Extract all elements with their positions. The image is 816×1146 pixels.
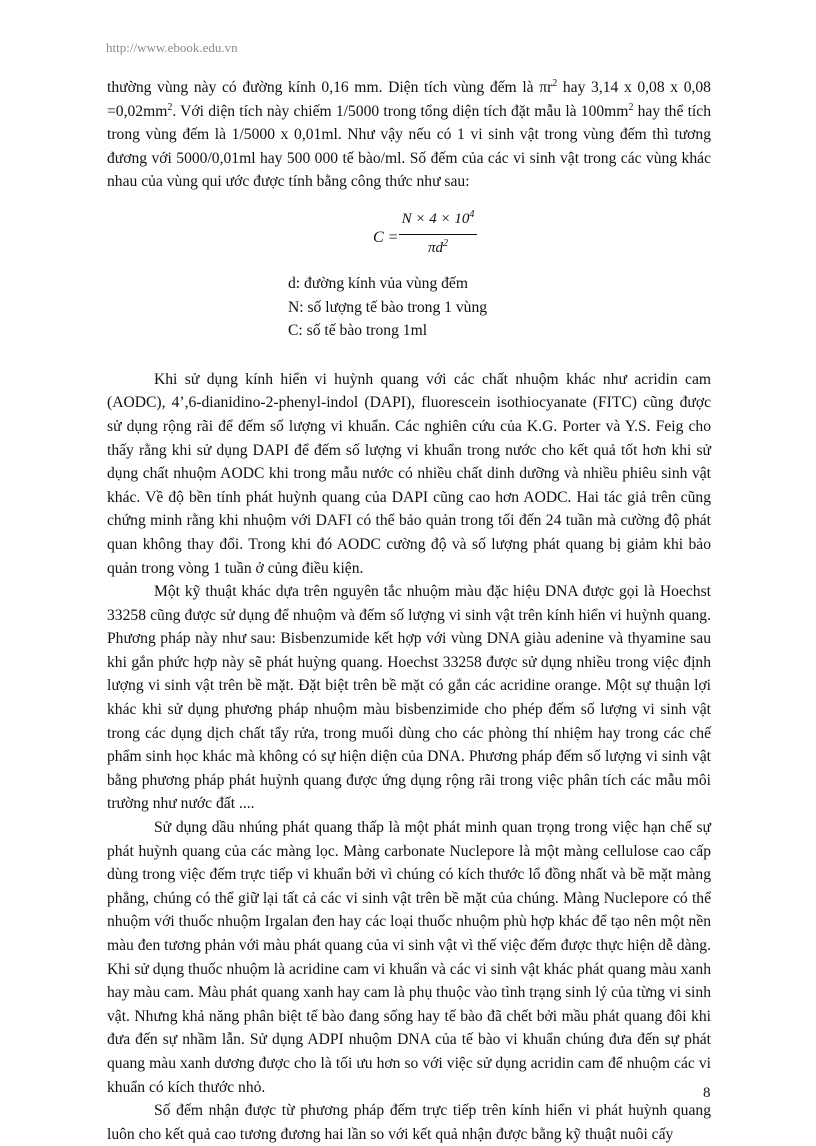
definition-c: C: số tế bào trong 1ml [288, 322, 428, 340]
formula-fraction [399, 208, 477, 260]
paragraph-fluorescent-dyes: Khi sử dụng kính hiển vi huỳnh quang với các chất nhuộm khác như acridin cam (AODC), 4’,6-dianidino-2-phenyl-indol (DAPI), fluorescein isothiocyanate (FITC) cũng được sử dụng rộng rãi để đếm số lượng vi khuẩn. Các nghiên cứu của K.G. Porter và Y.S. Feig cho thấy rằng khi sử dụng DAPI để đếm số lượng vi khuẩn trong nước cho kết quả tốt hơn khi sử dụng chất nhuộm AODC khi trong mẫu nước có nhiều chất dinh dưỡng và nhiều phiêu sinh vật khác. Về độ bền tính phát huỳnh quang của DAPI cũng cao hơn AODC. Hai tác giả trên cũng chứng minh rằng khi nhuộm với DAFI có thể bảo quản trong tối đến 24 tuần mà cường độ phát quan không thay đổi. Trong khi đó AODC cường độ và số lượng phát quang bị giảm khi bảo quản trong vòng 1 tuần ở củng điều kiện. [107, 370, 711, 577]
intro-paragraph: thường vùng này có đường kính 0,16 mm. Diện tích vùng đếm là $\pi r^2$ hay 3,14 x 0,08 x $0,08 =0,02mm^2$. Với diện tích này chiếm 1/5000 trong tổng diện tích đặt mẫu là $100mm^2$ hay thể tích trong vùng đếm là 1/5000 x 0,01ml. Như vậy nếu có 1 vi sinh vật trong vùng đếm thì tương đương với 5000/0,01ml hay 500 000 tế bào/ml. Số đếm của các vi sinh vật trong các vùng khác nhau của vùng qui ước được tính bằng công thức như sau: [107, 77, 711, 191]
formula-lhs: C = [373, 228, 399, 246]
header-url: http://www.ebook.edu.vn [106, 40, 238, 55]
formula-denominator: $\pi d^2$ [427, 237, 448, 256]
count-formula [107, 208, 711, 266]
page-body [107, 76, 711, 1146]
paragraph-hoechst: Một kỹ thuật khác dựa trên nguyên tắc nhuộm màu đặc hiệu DNA được gọi là Hoechst 33258 cũng được sử dụng để nhuộm và đếm số lượng vi sinh vật trên kính hiển vi huỳnh quang. Phương pháp này như sau: Bisbenzumide kết hợp với vùng DNA giàu adenine và thyamine sau khi gắn phức hợp này sẽ phát huỳng quang. Hoechst 33258 được sử dụng nhiều trong việc định lượng vi sinh vật trên bề mặt. Đặt biệt trên bề mặt có gắn các acridine orange. Một sự thuận lợi khác khi sử dụng phương pháp nhuộm màu bisbenzimide cho phép đếm số lượng vi sinh vật trong các dụng dịch chất tẩy rửa, trong muối dùng cho các phòng thí nhiệm hay trong các chế phẩm sinh học khác mà không có sự hiện diện của DNA. Phương pháp đếm số lượng vi sinh vật bằng phương pháp phát huỳnh quang được ứng dụng rộng rãi trong việc phân tích các mẫu môi trường như nước đất .... [107, 583, 711, 813]
formula-numerator: $N \times 4 \times 10^4$ [399, 208, 477, 235]
paragraph-direct-count: Số đếm nhận được từ phương pháp đếm trực tiếp trên kính hiển vi phát huỳnh quang luôn cho kết quả cao tương đương hai lần so với kết quả nhận được bằng kỹ thuật nuôi cấy [107, 1102, 711, 1143]
definition-d: d: đường kính vủa vùng đếm [288, 274, 468, 292]
page-number: 8 [703, 1085, 711, 1101]
paragraph-immersion-oil: Sử dụng dầu nhúng phát quang thấp là một phát minh quan trọng trong việc hạn chế sự phát huỳnh quang của các màng lọc. Màng carbonate Nuclepore là một màng cellulose cao cấp dùng trong việc đếm trực tiếp vi khuẩn bởi vì chúng có kích thước lổ đồng nhất và bề mặt màng phẳng, chúng có thể giữ lại tất cả các vi sinh vật trên bề mặt của chúng. Màng Nuclepore có thể nhuộm với thuốc nhuộm Irgalan đen hay các loại thuốc nhuộm phù hợp khác để tạo nên một nền màu đen tương phản với màu phát quang của vi sinh vật vì thế việc đếm được thực hiện dễ dàng. Khi sử dụng thuốc nhuộm là acridine cam vi khuẩn và các vi sinh vật khác phát quang màu xanh hay màu cam. Màu phát quang xanh hay cam là phụ thuộc vào tình trạng sinh lý của từng vi sinh vật. Nhưng khả năng phân biệt tế bào đang sống hay tế bào đã chết bởi mầu phát quang đôi khi đưa đến sự nhầm lẫn. Sử dụng ADPI nhuộm DNA của tế bào vi khuẩn chúng đưa đến sự phát quang màu xanh dương được cho là tối ưu hơn so với việc sử dụng acridin cam để nhuộm các vi khuẩn có kích thước nhỏ. [107, 819, 711, 1096]
definition-n: N: số lượng tế bào trong 1 vùng [288, 298, 488, 316]
formula-definitions [288, 272, 711, 343]
